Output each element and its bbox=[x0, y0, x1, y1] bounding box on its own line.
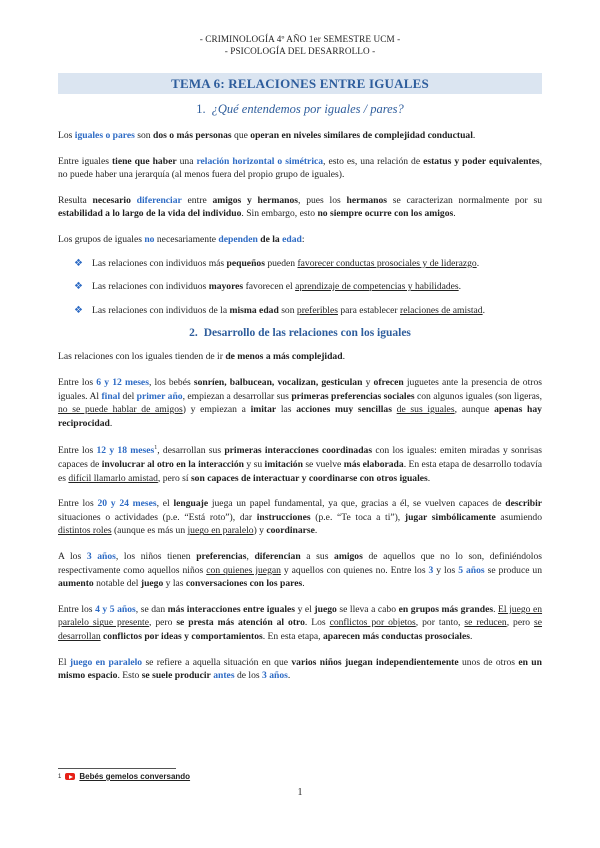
footnote-link[interactable]: Bebés gemelos conversando bbox=[79, 772, 191, 781]
footnote bbox=[58, 772, 190, 781]
paragraph-7: Entre los 12 y 18 meses$^1$, desarrollan sus primeras interacciones coordinadas con los iguales: emiten miradas y sonrisas capaces de involucrar al otro en la interacción y su imitación se vuelve más elaborada. En esta etapa de desarrollo todavía es difícil llamarlo amistad, pero sí son capaces de interactuar y coordinarse con otros iguales. bbox=[58, 445, 543, 484]
page-number: 1 bbox=[297, 787, 303, 798]
section-1-number: 1. bbox=[196, 102, 206, 116]
diamond-bullet-icon: ❖ bbox=[74, 304, 83, 316]
paragraph-9: A los 3 años, los niños tienen preferencias, diferencian a sus amigos de aquellos que no lo son, definiéndolos respectivamente como aquellos niños con quienes juegan y aquellos con quienes no. Entre los 3 y los 5 años se produce un aumento notable del juego y las conversaciones con los pares. bbox=[58, 551, 543, 590]
footnote-number: 1 bbox=[58, 773, 62, 780]
list-item: ❖ Las relaciones con individuos de la misma edad son preferibles para establecer relaciones de amistad. bbox=[74, 304, 485, 316]
section-2-heading bbox=[58, 327, 542, 339]
paragraph-11: El juego en paralelo se refiere a aquella situación en que varios niños juegan independientemente unos de otros en un mismo espacio. Esto se suele producir antes de los 3 años. bbox=[58, 656, 542, 682]
section-1-title: ¿Qué entendemos por iguales / pares? bbox=[211, 102, 404, 116]
section-2-number: 2. bbox=[189, 327, 198, 340]
paragraph-2: Entre iguales tiene que haber una relación horizontal o simétrica, esto es, una relación de estatus y poder equivalentes, no puede haber una jerarquía (al menos fuera del propio grupo de iguales). bbox=[58, 155, 543, 181]
header-line-2: - PSICOLOGÍA DEL DESARROLLO - bbox=[224, 45, 376, 56]
paragraph-10: Entre los 4 y 5 años, se dan más interacciones entre iguales y el juego se lleva a cabo en grupos más grandes. El juego en paralelo sigue presente, pero se presta más atención al otro. Los conflictos por objetos, por tanto, se reducen, pero se desarrollan conflictos por ideas y comportamientos. En esta etapa, aparecen más conductas prosociales. bbox=[58, 603, 543, 643]
document-title-bar bbox=[58, 73, 542, 94]
diamond-bullet-icon: ❖ bbox=[74, 281, 83, 293]
section-1-heading bbox=[58, 102, 542, 117]
paragraph-8: Entre los 20 y 24 meses, el lenguaje juega un papel fundamental, ya que, gracias a él, se vuelven capaces de describir situaciones o actividades (p.e. “Está roto”), dar instrucciones (p.e. “Te toca a ti”), jugar simbólicamente asumiendo distintos roles (aunque es más un juego en paralelo) y coordinarse. bbox=[58, 498, 543, 537]
page-header bbox=[58, 34, 542, 57]
section-2-title: Desarrollo de las relaciones con los iguales bbox=[203, 327, 411, 340]
document-title: TEMA 6: RELACIONES ENTRE IGUALES bbox=[171, 76, 429, 91]
paragraph-1: Los iguales o pares son dos o más personas que operan en niveles similares de complejidad conductual. bbox=[58, 130, 476, 141]
paragraph-6: Entre los 6 y 12 meses, los bebés sonríen, balbucean, vocalizan, gesticulan y ofrecen juguetes ante la presencia de otros iguales. Al final del primer año, empiezan a desarrollar sus primeras preferencias sociales con algunos iguales (son ligeras, no se puede hablar de amigos) y empiezan a imitar las acciones muy sencillas de sus iguales, aunque apenas hay reciprocidad. bbox=[58, 376, 542, 429]
youtube-icon bbox=[65, 773, 75, 780]
footnote-ref: 1 bbox=[154, 445, 158, 452]
footnote-divider bbox=[58, 768, 176, 769]
header-line-1: - CRIMINOLOGÍA 4º AÑO 1er SEMESTRE UCM - bbox=[199, 34, 401, 44]
diamond-bullet-icon: ❖ bbox=[74, 257, 83, 269]
paragraph-5: Las relaciones con los iguales tienden de ir de menos a más complejidad. bbox=[58, 351, 345, 363]
age-relations-list bbox=[58, 257, 542, 318]
paragraph-3: Resulta necesario diferenciar entre amigos y hermanos, pues los hermanos se caracterizan normalmente por su estabilidad a lo largo de la vida del individuo. Sin embargo, esto no siempre ocurre con los amigos. bbox=[58, 194, 542, 220]
list-item: ❖ Las relaciones con individuos más pequeños pueden favorecer conductas prosociales y de liderazgo. bbox=[74, 257, 480, 269]
paragraph-4: Los grupos de iguales no necesariamente dependen de la edad: bbox=[58, 233, 305, 245]
list-item: ❖ Las relaciones con individuos mayores favorecen el aprendizaje de competencias y habilidades. bbox=[74, 281, 462, 293]
